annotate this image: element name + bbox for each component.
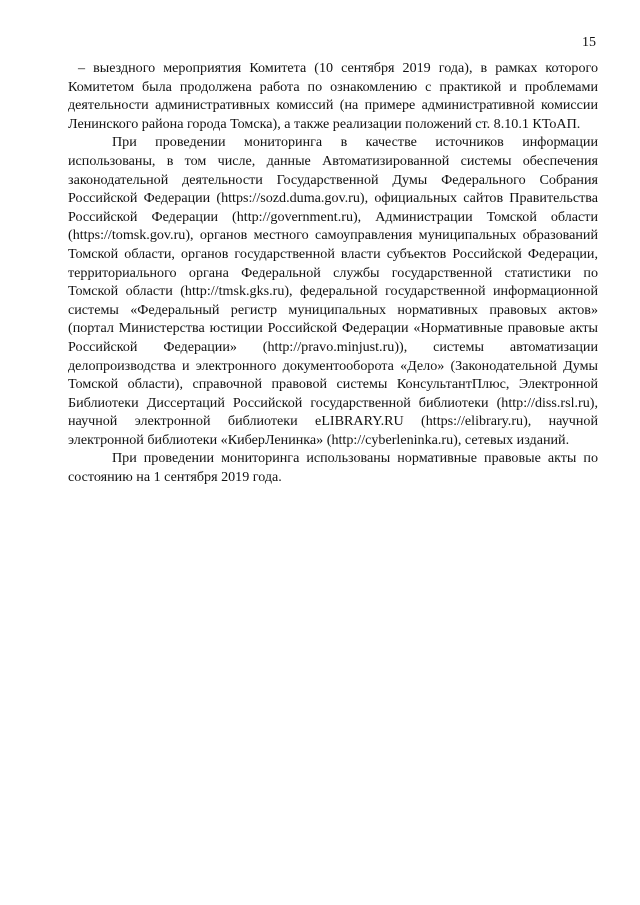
document-body [68,59,598,487]
paragraph-legal-acts-date: При проведении мониторинга использованы нормативные правовые акты по состоянию на 1 сентября 2019 года. [68,450,598,486]
paragraph-information-sources: При проведении мониторинга в качестве источников информации использованы, в том числе, данные Автоматизированной системы обеспечения законодательной деятельности Государственной Думы Федерального Собрания Российской Федерации (https://sozd.duma.gov.ru), официальных сайтов Правительства Российской Федерации (http://government.ru), Администрации Томской области (https://tomsk.gov.ru), органов местного самоуправления муниципальных образований Томской области, органов государственной власти субъектов Российской Федерации, территориального органа Федеральной службы государственной статистики по Томской области (http://tmsk.gks.ru), федеральной государственной информационной системы «Федеральный регистр муниципальных нормативных правовых актов» (портал Министерства юстиции Российской Федерации «Нормативные правовые акты Российской Федерации» (http://pravo.minjust.ru)), системы автоматизации делопроизводства и электронного документооборота «Дело» (Законодательной Думы Томской области), справочной правовой системы КонсультантПлюс, Электронной Библиотеки Диссертаций Российской государственной библиотеки (http://diss.rsl.ru), научной электронной библиотеки eLIBRARY.RU (https://elibrary.ru), научной электронной библиотеки «КиберЛенинка» (http://cyberleninka.ru), сетевых изданий. [68,134,598,448]
paragraph-field-event: – выездного мероприятия Комитета (10 сентября 2019 года), в рамках которого Комитетом была продолжена работа по ознакомлению с практикой и проблемами деятельности административных комиссий (на примере административной комиссии Ленинского района города Томска), а также реализации положений ст. 8.10.1 КТоАП. [68,60,598,132]
page-number: 15 [582,35,596,50]
